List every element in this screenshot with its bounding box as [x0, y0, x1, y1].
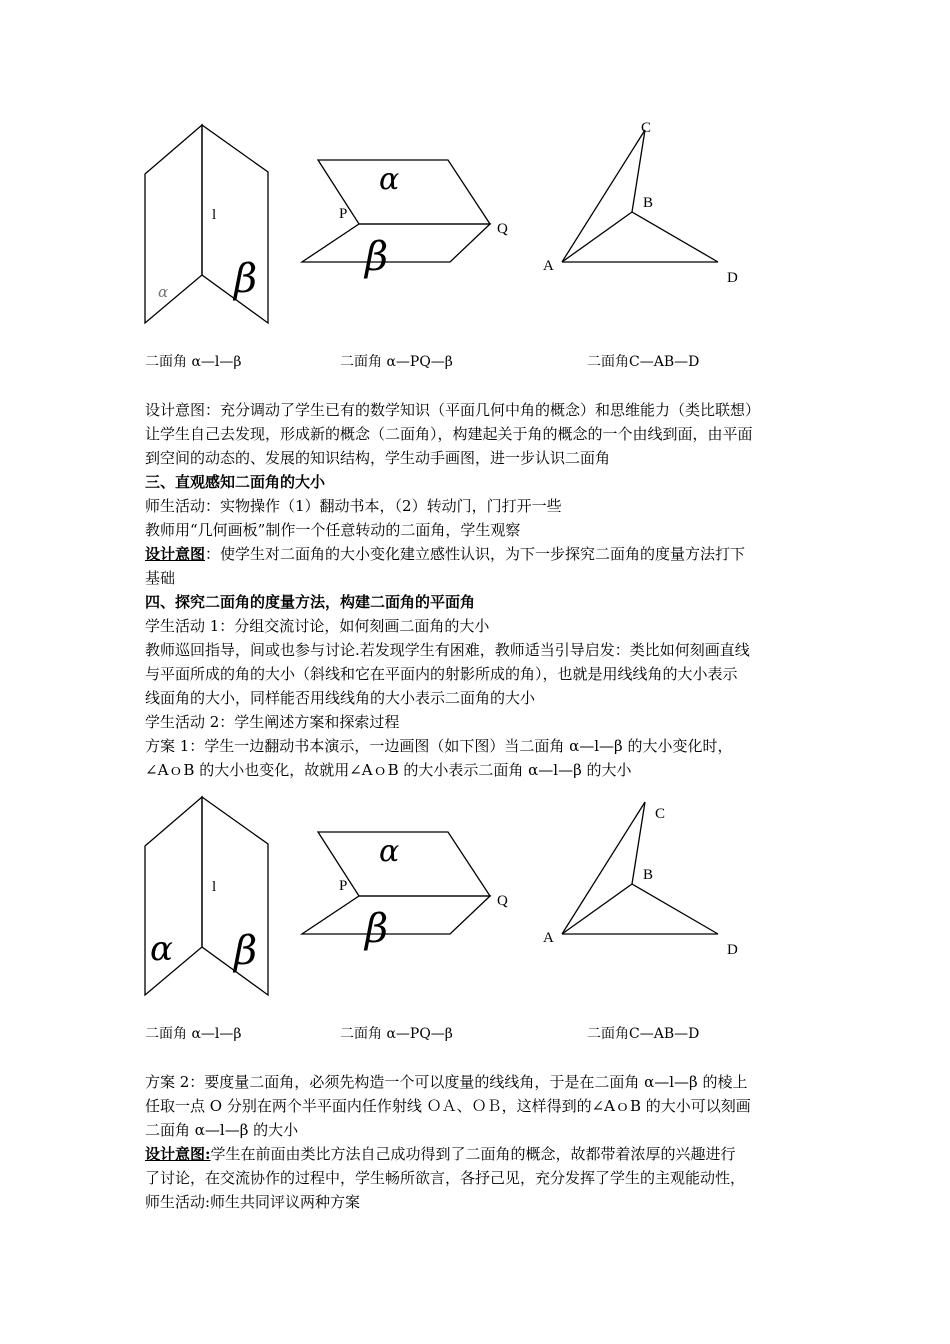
- paragraph-line: 方案 2：要度量二面角，必须先构造一个可以度量的线线角，于是在二面角 α—l—β 的棱上: [145, 1073, 748, 1091]
- caption-fig3-top: 二面角C—AB—D: [587, 354, 700, 370]
- plane-label-beta: β: [234, 928, 258, 974]
- paragraph-line: 基础: [145, 569, 176, 587]
- caption-fig1-top: 二面角 α—l—β: [145, 354, 242, 370]
- point-label-d: D: [727, 270, 738, 286]
- section-heading-3: 三、直观感知二面角的大小: [145, 473, 326, 491]
- paragraph-line: 了讨论，在交流协作的过程中，学生畅所欲言，各抒己见，充分发挥了学生的主观能动性，: [145, 1169, 746, 1187]
- point-label-b: B: [643, 195, 654, 211]
- design-intent-text: ：使学生对二面角的大小变化建立感性认识，为下一步探究二面角的度量方法打下: [205, 545, 746, 563]
- design-intent-text: 学生在前面由类比方法自己成功得到了二面角的概念，故都带着浓厚的兴趣进行: [210, 1145, 736, 1163]
- paragraph-line: 与平面所成的角的大小（斜线和它在平面内的射影所成的角），也就是用线线角的大小表示: [145, 665, 738, 683]
- paragraph-line: 让学生自己去发现，形成新的概念（二面角），构建起关于角的概念的一个由线到面，由平面: [145, 425, 753, 443]
- edge-label-l: l: [212, 207, 217, 223]
- plane-label-alpha: α: [379, 162, 400, 197]
- plane-label-alpha: α: [379, 834, 400, 869]
- caption-fig3-bottom: 二面角C—AB—D: [587, 1026, 700, 1042]
- caption-fig2-bottom: 二面角 α—PQ—β: [340, 1026, 453, 1042]
- paragraph-line: ∠AｏB 的大小也变化，故就用∠AｏB 的大小表示二面角 α—l—β 的大小: [145, 761, 632, 779]
- paragraph-line: 师生活动:师生共同评议两种方案: [145, 1193, 361, 1211]
- paragraph-line: 教师巡回指导，间或也参与讨论.若发现学生有困难，教师适当引导启发：类比如何刻画直线: [145, 641, 750, 659]
- paragraph-line: 二面角 α—l—β 的大小: [145, 1121, 299, 1139]
- caption-fig2-top: 二面角 α—PQ—β: [340, 354, 453, 370]
- edge-label-l: l: [212, 879, 217, 895]
- plane-label-alpha: α: [158, 283, 169, 301]
- design-intent-label: 设计意图: [145, 545, 206, 563]
- point-label-q: Q: [497, 221, 508, 237]
- design-intent-label: 设计意图:: [145, 1145, 211, 1163]
- point-label-a: A: [543, 930, 554, 946]
- paragraph-line: 教师用“几何画板”制作一个任意转动的二面角，学生观察: [145, 521, 521, 539]
- plane-label-beta: β: [365, 234, 389, 280]
- point-label-p: P: [339, 878, 348, 894]
- point-label-c: C: [641, 120, 652, 136]
- paragraph-line: 设计意图：充分调动了学生已有的数学知识（平面几何中角的概念）和思维能力（类比联想）: [145, 401, 761, 419]
- point-label-b: B: [643, 867, 654, 883]
- paragraph-line: 学生活动 1：分组交流讨论，如何刻画二面角的大小: [145, 617, 490, 635]
- paragraph-line: 方案 1：学生一边翻动书本演示，一边画图（如下图）当二面角 α—l—β 的大小变化时，: [145, 737, 733, 755]
- design-intent-line: [145, 1142, 825, 1166]
- paragraph-line: 到空间的动态的、发展的知识结构，学生动手画图，进一步认识二面角: [145, 449, 611, 467]
- caption-fig1-bottom: 二面角 α—l—β: [145, 1026, 242, 1042]
- section-heading-4: 四、探究二面角的度量方法，构建二面角的平面角: [145, 593, 476, 611]
- paragraph-line: 学生活动 2：学生阐述方案和探索过程: [145, 713, 400, 731]
- text-block-2: [145, 1070, 825, 1214]
- paragraph-line: 师生活动：实物操作（1）翻动书本，（2）转动门，门打开一些: [145, 497, 562, 515]
- point-label-p: P: [339, 206, 348, 222]
- plane-label-beta: β: [234, 256, 258, 302]
- plane-label-beta: β: [365, 906, 389, 952]
- point-label-c: C: [655, 806, 666, 822]
- paragraph-line: 线面角的大小，同样能否用线线角的大小表示二面角的大小: [145, 689, 536, 707]
- point-label-a: A: [543, 258, 554, 274]
- paragraph-line: 任取一点 O 分别在两个半平面内任作射线 ＯＡ、ＯＢ，这样得到的∠AｏB 的大小可以刻画: [145, 1097, 751, 1115]
- point-label-d: D: [727, 942, 738, 958]
- point-label-q: Q: [497, 893, 508, 909]
- plane-label-alpha: α: [150, 929, 173, 969]
